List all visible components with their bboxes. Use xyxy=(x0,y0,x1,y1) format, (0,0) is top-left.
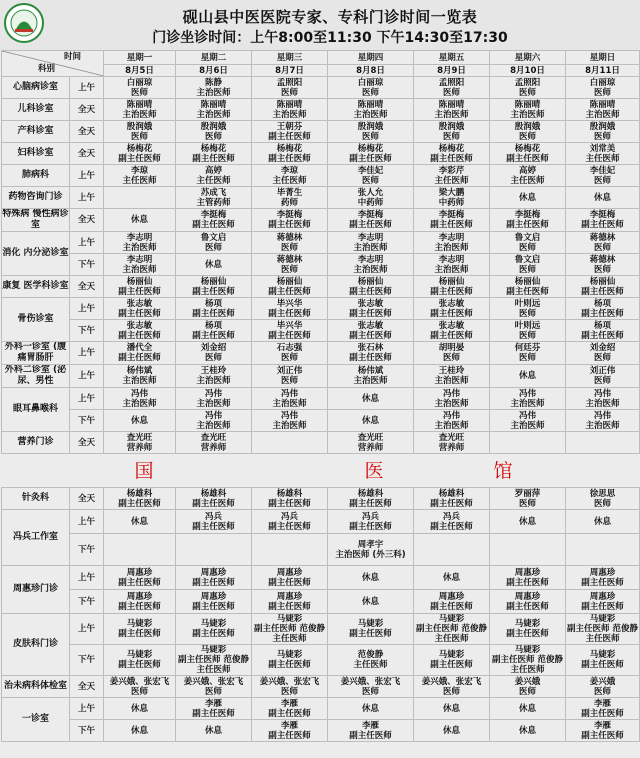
guoyiguan-banner xyxy=(2,454,640,488)
doctor-cell: 杨伟斌 主治医师 xyxy=(328,365,414,388)
doctor-cell: 姜兴娥、张宏飞 医师 xyxy=(176,676,252,698)
doctor-cell: 冯兵 副主任医师 xyxy=(252,510,328,534)
doctor-cell: 杨梅花 副主任医师 xyxy=(490,143,566,165)
doctor-cell: 李挺梅 副主任医师 xyxy=(414,209,490,232)
doctor-cell: 李挺梅 副主任医师 xyxy=(490,209,566,232)
doctor-cell: 杨伟斌 主治医师 xyxy=(104,365,176,388)
doctor-cell: 周惠珍 副主任医师 xyxy=(414,590,490,614)
day-week: 星期一 xyxy=(104,51,176,65)
doctor-cell: 毕兴华 副主任医师 xyxy=(252,320,328,342)
empty-cell xyxy=(490,534,566,566)
doctor-cell xyxy=(414,614,490,645)
doctor-cell: 白丽琼 医师 xyxy=(328,77,414,99)
doctor-cell: 李佳妃 医师 xyxy=(328,165,414,187)
doctor-cell: 陈丽晴 主治医师 xyxy=(104,99,176,121)
doctor-cell: 姜兴娥、张宏飞 医师 xyxy=(252,676,328,698)
doctor-cell: 杨雄科 副主任医师 xyxy=(252,488,328,510)
dept-cell: 消化 内分泌诊室 xyxy=(2,232,70,276)
doctor-cell: 孟照阳 医师 xyxy=(414,77,490,99)
doctor-cell: 李雁 副主任医师 xyxy=(566,698,640,720)
doctor-cell: 刘金绍 医师 xyxy=(566,342,640,365)
slot-cell: 上午 xyxy=(70,510,104,534)
day-date: 8月6日 xyxy=(176,65,252,77)
doctor-cell: 李雁 副主任医师 xyxy=(328,720,414,742)
empty-cell xyxy=(566,534,640,566)
doctor-cell: 杨雄科 副主任医师 xyxy=(104,488,176,510)
day-week: 星期六 xyxy=(490,51,566,65)
doctor-cell: 孟照阳 医师 xyxy=(490,77,566,99)
empty-cell xyxy=(176,534,252,566)
dept-cell: 心脑病诊室 xyxy=(2,77,70,99)
dept-cell: 康复 医学科诊室 xyxy=(2,276,70,298)
day-date: 8月7日 xyxy=(252,65,328,77)
doctor-cell: 张石林 副主任医师 xyxy=(328,342,414,365)
schedule-table xyxy=(1,50,640,742)
doctor-cell: 周惠珍 副主任医师 xyxy=(490,590,566,614)
doctor-cell: 陈丽晴 主治医师 xyxy=(176,99,252,121)
doctor-cell: 殷润娥 医师 xyxy=(328,121,414,143)
slot-cell: 上午 xyxy=(70,566,104,590)
banner-char: 医 xyxy=(364,459,384,482)
doctor-cell: 李志明 主治医师 xyxy=(104,232,176,254)
doctor-cell: 冯兵 副主任医师 xyxy=(414,510,490,534)
doctor-cell: 白丽琼 医师 xyxy=(566,77,640,99)
doctor-cell: 李志明 主治医师 xyxy=(414,254,490,276)
rest-cell: 休息 xyxy=(328,566,414,590)
doctor-cell: 冯伟 主治医师 xyxy=(104,388,176,410)
doctor-cell: 姜兴娥 医师 xyxy=(490,676,566,698)
doctor-cell: 杨丽仙 副主任医师 xyxy=(328,276,414,298)
doctor-cell: 杨梅花 副主任医师 xyxy=(176,143,252,165)
doctor-cell: 李雁 副主任医师 xyxy=(566,720,640,742)
doctor-cell: 李志明 主治医师 xyxy=(328,254,414,276)
doctor-cell: 杨梅花 副主任医师 xyxy=(414,143,490,165)
doctor-sub: 范俊静 主任医师 xyxy=(434,624,487,644)
doctor-cell: 杨雄科 副主任医师 xyxy=(414,488,490,510)
dept-cell: 营养门诊 xyxy=(2,432,70,454)
doctor-cell: 鲁文启 医师 xyxy=(490,254,566,276)
doctor-cell: 查光旺 营养师 xyxy=(414,432,490,454)
rest-cell: 休息 xyxy=(490,720,566,742)
dept-cell: 治未病科体检室 xyxy=(2,676,70,698)
slot-cell: 上午 xyxy=(70,365,104,388)
doctor-cell: 李挺梅 副主任医师 xyxy=(176,209,252,232)
doctor-sub: 马婕彩 副主任医师 xyxy=(506,619,549,639)
rest-cell: 休息 xyxy=(104,698,176,720)
doctor-cell: 杨丽仙 副主任医师 xyxy=(104,276,176,298)
doctor-cell: 杨丽仙 副主任医师 xyxy=(176,276,252,298)
doctor-cell: 马婕彩 副主任医师 xyxy=(176,614,252,645)
day-date: 8月11日 xyxy=(566,65,640,77)
slot-cell: 下午 xyxy=(70,645,104,676)
doctor-cell: 陈丽晴 主治医师 xyxy=(252,99,328,121)
doctor-cell: 李雁 副主任医师 xyxy=(176,698,252,720)
doctor-cell: 周惠珍 副主任医师 xyxy=(490,566,566,590)
dept-cell: 眼耳鼻喉科 xyxy=(2,388,70,432)
doctor-cell: 马婕彩 副主任医师 xyxy=(328,614,414,645)
empty-cell xyxy=(252,432,328,454)
doctor-cell: 姜兴娥、张宏飞 医师 xyxy=(104,676,176,698)
dept-cell: 产科诊室 xyxy=(2,121,70,143)
doctor-cell: 马婕彩 副主任医师 xyxy=(566,645,640,676)
doctor-cell: 杨丽仙 副主任医师 xyxy=(566,276,640,298)
doctor-cell: 刘正伟 医师 xyxy=(252,365,328,388)
dept-cell: 皮肤科门诊 xyxy=(2,614,70,676)
slot-cell: 全天 xyxy=(70,209,104,232)
doctor-cell: 查光旺 营养师 xyxy=(104,432,176,454)
doctor-cell: 殷润娥 医师 xyxy=(566,121,640,143)
rest-cell: 休息 xyxy=(490,510,566,534)
doctor-cell: 周惠珍 副主任医师 xyxy=(252,590,328,614)
day-week: 星期二 xyxy=(176,51,252,65)
doctor-cell: 冯兵 副主任医师 xyxy=(328,510,414,534)
doctor-cell: 杨丽仙 副主任医师 xyxy=(490,276,566,298)
doctor-sub: 马婕彩 副主任医师 xyxy=(254,614,303,634)
slot-cell: 下午 xyxy=(70,254,104,276)
rest-cell: 休息 xyxy=(414,698,490,720)
slot-cell: 下午 xyxy=(70,534,104,566)
doctor-cell: 周孝宇 主治医师 (外三科) xyxy=(328,534,414,566)
empty-cell xyxy=(252,534,328,566)
day-date: 8月10日 xyxy=(490,65,566,77)
clinic-hours: 门诊坐诊时间：上午8:00至11:30 下午14:30至17:30 xyxy=(152,30,508,46)
dept-cell: 骨伤诊室 xyxy=(2,298,70,342)
doctor-cell: 李佳妃 医师 xyxy=(566,165,640,187)
slot-cell: 全天 xyxy=(70,276,104,298)
slot-cell: 全天 xyxy=(70,121,104,143)
corner-dept-label: 科别 xyxy=(38,64,56,74)
doctor-cell: 王朝芬 副主任医师 xyxy=(252,121,328,143)
slot-cell: 上午 xyxy=(70,614,104,645)
page-title: 砚山县中医医院专家、专科门诊时间一览表 xyxy=(182,8,478,26)
doctor-cell: 姜兴娥 医师 xyxy=(566,676,640,698)
doctor-cell: 周惠珍 副主任医师 xyxy=(176,566,252,590)
doctor-cell: 王桂玲 主治医师 xyxy=(414,365,490,388)
corner-time-label: 时间 xyxy=(64,52,82,62)
banner-char: 国 xyxy=(134,459,154,482)
doctor-cell: 范俊静 主任医师 xyxy=(328,645,414,676)
doctor-sub: 范俊静 主任医师 xyxy=(272,624,325,644)
doctor-cell: 周惠珍 副主任医师 xyxy=(176,590,252,614)
rest-cell: 休息 xyxy=(328,590,414,614)
doctor-sub: 马婕彩 副主任医师 xyxy=(567,614,616,634)
doctor-cell: 鲁文启 医师 xyxy=(490,232,566,254)
doctor-cell: 周惠珍 副主任医师 xyxy=(104,566,176,590)
doctor-cell: 刘常美 主任医师 xyxy=(566,143,640,165)
slot-cell: 上午 xyxy=(70,698,104,720)
rest-cell: 休息 xyxy=(414,720,490,742)
slot-cell: 全天 xyxy=(70,488,104,510)
doctor-cell xyxy=(490,645,566,676)
doctor-cell: 杨项 副主任医师 xyxy=(176,320,252,342)
doctor-cell: 陈丽晴 主治医师 xyxy=(490,99,566,121)
empty-cell xyxy=(490,432,566,454)
doctor-cell: 杨丽仙 副主任医师 xyxy=(414,276,490,298)
doctor-cell: 马婕彩 副主任医师 xyxy=(414,645,490,676)
doctor-cell xyxy=(490,614,566,645)
day-date: 8月5日 xyxy=(104,65,176,77)
doctor-cell: 陈静 主治医师 xyxy=(176,77,252,99)
doctor-cell: 李琼 主任医师 xyxy=(252,165,328,187)
day-week: 星期三 xyxy=(252,51,328,65)
doctor-cell: 杨雄科 副主任医师 xyxy=(176,488,252,510)
slot-cell: 下午 xyxy=(70,320,104,342)
doctor-cell: 杨丽仙 副主任医师 xyxy=(252,276,328,298)
doctor-cell: 杨项 副主任医师 xyxy=(566,320,640,342)
doctor-cell: 蒋德林 医师 xyxy=(252,232,328,254)
dept-cell: 周惠珍门诊 xyxy=(2,566,70,614)
doctor-cell: 冯伟 主治医师 xyxy=(490,410,566,432)
empty-cell xyxy=(566,432,640,454)
rest-cell: 休息 xyxy=(104,720,176,742)
doctor-cell: 周惠珍 副主任医师 xyxy=(252,566,328,590)
dept-cell: 肺病科 xyxy=(2,165,70,187)
dept-cell: 药物咨询门诊 xyxy=(2,187,70,209)
doctor-cell: 徐思思 医师 xyxy=(566,488,640,510)
doctor-cell xyxy=(566,614,640,645)
rest-cell: 休息 xyxy=(328,388,414,410)
slot-cell: 上午 xyxy=(70,232,104,254)
rest-cell: 休息 xyxy=(328,698,414,720)
doctor-cell: 蒋德林 医师 xyxy=(252,254,328,276)
doctor-cell: 殷润娥 医师 xyxy=(414,121,490,143)
rest-cell: 休息 xyxy=(176,720,252,742)
doctor-cell: 胡明晏 医师 xyxy=(414,342,490,365)
doctor-cell: 杨项 副主任医师 xyxy=(566,298,640,320)
dept-cell: 外科二诊室 (泌尿、男性 xyxy=(2,365,70,388)
empty-cell xyxy=(104,187,176,209)
empty-cell xyxy=(104,534,176,566)
doctor-cell: 张志敏 副主任医师 xyxy=(328,320,414,342)
doctor-cell: 李挺梅 副主任医师 xyxy=(566,209,640,232)
slot-cell: 全天 xyxy=(70,676,104,698)
doctor-cell: 张志敏 副主任医师 xyxy=(328,298,414,320)
doctor-sub: 马婕彩 副主任医师 xyxy=(416,614,465,634)
doctor-cell: 姜兴娥、张宏飞 医师 xyxy=(414,676,490,698)
dept-cell: 特殊病 慢性病诊室 xyxy=(2,209,69,230)
rest-cell: 休息 xyxy=(414,566,490,590)
day-week: 星期日 xyxy=(566,51,640,65)
doctor-sub: 范俊静 主任医师 xyxy=(585,624,638,644)
day-week: 星期四 xyxy=(328,51,414,65)
doctor-cell: 马婕彩 副主任医师 xyxy=(104,614,176,645)
empty-cell xyxy=(414,534,490,566)
day-date: 8月9日 xyxy=(414,65,490,77)
doctor-cell: 杨梅花 副主任医师 xyxy=(328,143,414,165)
doctor-cell: 冯伟 主治医师 xyxy=(414,388,490,410)
doctor-cell: 陈丽晴 主治医师 xyxy=(328,99,414,121)
doctor-cell: 李雁 副主任医师 xyxy=(252,698,328,720)
doctor-cell: 冯伟 主治医师 xyxy=(252,388,328,410)
slot-cell: 全天 xyxy=(70,99,104,121)
rest-cell: 休息 xyxy=(328,410,414,432)
doctor-cell: 李雁 副主任医师 xyxy=(252,720,328,742)
doctor-sub: 范俊静 主任医师 xyxy=(196,655,249,675)
doctor-cell: 查光旺 营养师 xyxy=(328,432,414,454)
doctor-cell: 苏成飞 主管药师 xyxy=(176,187,252,209)
doctor-cell: 杨项 副主任医师 xyxy=(176,298,252,320)
doctor-cell: 孟照阳 医师 xyxy=(252,77,328,99)
doctor-cell: 张志敏 副主任医师 xyxy=(104,298,176,320)
doctor-cell: 叶则远 医师 xyxy=(490,320,566,342)
header xyxy=(0,0,640,50)
rest-cell: 休息 xyxy=(176,254,252,276)
doctor-sub: 马婕彩 副主任医师 xyxy=(492,645,541,665)
doctor-cell: 高婷 主任医师 xyxy=(490,165,566,187)
slot-cell: 上午 xyxy=(70,165,104,187)
slot-cell: 全天 xyxy=(70,143,104,165)
dept-cell: 针灸科 xyxy=(2,488,70,510)
banner-char: 馆 xyxy=(493,459,513,482)
doctor-cell: 梁大鹏 中药师 xyxy=(414,187,490,209)
doctor-cell: 周惠珍 副主任医师 xyxy=(566,590,640,614)
doctor-cell: 叶则远 医师 xyxy=(490,298,566,320)
doctor-cell xyxy=(252,614,328,645)
doctor-cell: 李挺梅 副主任医师 xyxy=(328,209,414,232)
doctor-cell: 杨梅花 副主任医师 xyxy=(252,143,328,165)
rest-cell: 休息 xyxy=(104,510,176,534)
doctor-cell: 冯伟 主治医师 xyxy=(566,410,640,432)
doctor-cell: 刘金绍 医师 xyxy=(176,342,252,365)
doctor-cell: 蒋德林 医师 xyxy=(566,254,640,276)
day-week: 星期五 xyxy=(414,51,490,65)
doctor-cell xyxy=(176,645,252,676)
doctor-cell: 姜兴娥、张宏飞 医师 xyxy=(328,676,414,698)
dept-cell: 一诊室 xyxy=(2,698,70,742)
dept-cell: 妇科诊室 xyxy=(2,143,70,165)
doctor-cell: 李志明 主治医师 xyxy=(328,232,414,254)
doctor-cell: 冯伟 主治医师 xyxy=(490,388,566,410)
rest-cell: 休息 xyxy=(104,209,176,232)
doctor-cell: 冯伟 主治医师 xyxy=(414,410,490,432)
slot-cell: 下午 xyxy=(70,590,104,614)
slot-cell: 下午 xyxy=(70,720,104,742)
doctor-cell: 王桂玲 主治医师 xyxy=(176,365,252,388)
doctor-cell: 杨梅花 副主任医师 xyxy=(104,143,176,165)
doctor-cell: 毕菁生 药师 xyxy=(252,187,328,209)
doctor-cell: 石志强 医师 xyxy=(252,342,328,365)
doctor-cell: 冯伟 主治医师 xyxy=(566,388,640,410)
doctor-cell: 张志敏 副主任医师 xyxy=(414,320,490,342)
doctor-sub: 马婕彩 副主任医师 xyxy=(178,645,227,665)
doctor-cell: 张志敏 副主任医师 xyxy=(414,298,490,320)
doctor-cell: 殷润娥 医师 xyxy=(490,121,566,143)
slot-cell: 上午 xyxy=(70,298,104,320)
doctor-cell: 周惠珍 副主任医师 xyxy=(104,590,176,614)
doctor-cell: 陈丽晴 主治医师 xyxy=(414,99,490,121)
corner-cell xyxy=(2,51,104,77)
doctor-cell: 殷润娥 医师 xyxy=(176,121,252,143)
doctor-cell: 冯伟 主治医师 xyxy=(176,410,252,432)
doctor-cell: 蒋德林 医师 xyxy=(566,232,640,254)
doctor-cell: 周惠珍 副主任医师 xyxy=(566,566,640,590)
rest-cell: 休息 xyxy=(490,187,566,209)
slot-cell: 上午 xyxy=(70,388,104,410)
doctor-cell: 高婷 主任医师 xyxy=(176,165,252,187)
doctor-cell: 毕兴华 副主任医师 xyxy=(252,298,328,320)
doctor-cell: 冯伟 主治医师 xyxy=(252,410,328,432)
doctor-cell: 罗丽萍 医师 xyxy=(490,488,566,510)
doctor-cell: 殷润娥 医师 xyxy=(104,121,176,143)
rest-cell: 休息 xyxy=(490,698,566,720)
slot-cell: 上午 xyxy=(70,342,104,365)
doctor-cell: 马婕彩 副主任医师 xyxy=(252,645,328,676)
doctor-cell: 冯兵 副主任医师 xyxy=(176,510,252,534)
rest-cell: 休息 xyxy=(104,410,176,432)
doctor-cell: 何廷芬 医师 xyxy=(490,342,566,365)
doctor-cell: 李琼 主任医师 xyxy=(104,165,176,187)
doctor-sub: 范俊静 主任医师 xyxy=(510,655,563,675)
slot-cell: 上午 xyxy=(70,187,104,209)
dept-cell: 儿科诊室 xyxy=(2,99,70,121)
doctor-cell: 刘正伟 医师 xyxy=(566,365,640,388)
dept-cell: 外科一诊室 (腹痛胃肠肝 xyxy=(2,342,70,365)
slot-cell: 上午 xyxy=(70,77,104,99)
rest-cell: 休息 xyxy=(566,187,640,209)
doctor-cell: 李彩芹 主任医师 xyxy=(414,165,490,187)
doctor-cell: 李志明 主治医师 xyxy=(414,232,490,254)
doctor-cell: 张志敏 副主任医师 xyxy=(104,320,176,342)
slot-cell: 全天 xyxy=(70,432,104,454)
doctor-cell: 潘代全 副主任医师 xyxy=(104,342,176,365)
rest-cell: 休息 xyxy=(490,365,566,388)
doctor-cell: 鲁文启 医师 xyxy=(176,232,252,254)
rest-cell: 休息 xyxy=(566,510,640,534)
doctor-cell: 张人允 中药师 xyxy=(328,187,414,209)
doctor-cell: 李志明 主治医师 xyxy=(104,254,176,276)
doctor-cell: 查光旺 营养师 xyxy=(176,432,252,454)
dept-cell: 冯兵工作室 xyxy=(2,510,70,566)
slot-cell: 下午 xyxy=(70,410,104,432)
day-date: 8月8日 xyxy=(328,65,414,77)
doctor-cell: 冯伟 主治医师 xyxy=(176,388,252,410)
doctor-cell: 马婕彩 副主任医师 xyxy=(104,645,176,676)
doctor-cell: 白丽琼 医师 xyxy=(104,77,176,99)
doctor-cell: 杨雄科 副主任医师 xyxy=(328,488,414,510)
doctor-cell: 李挺梅 副主任医师 xyxy=(252,209,328,232)
doctor-cell: 陈丽晴 主治医师 xyxy=(566,99,640,121)
